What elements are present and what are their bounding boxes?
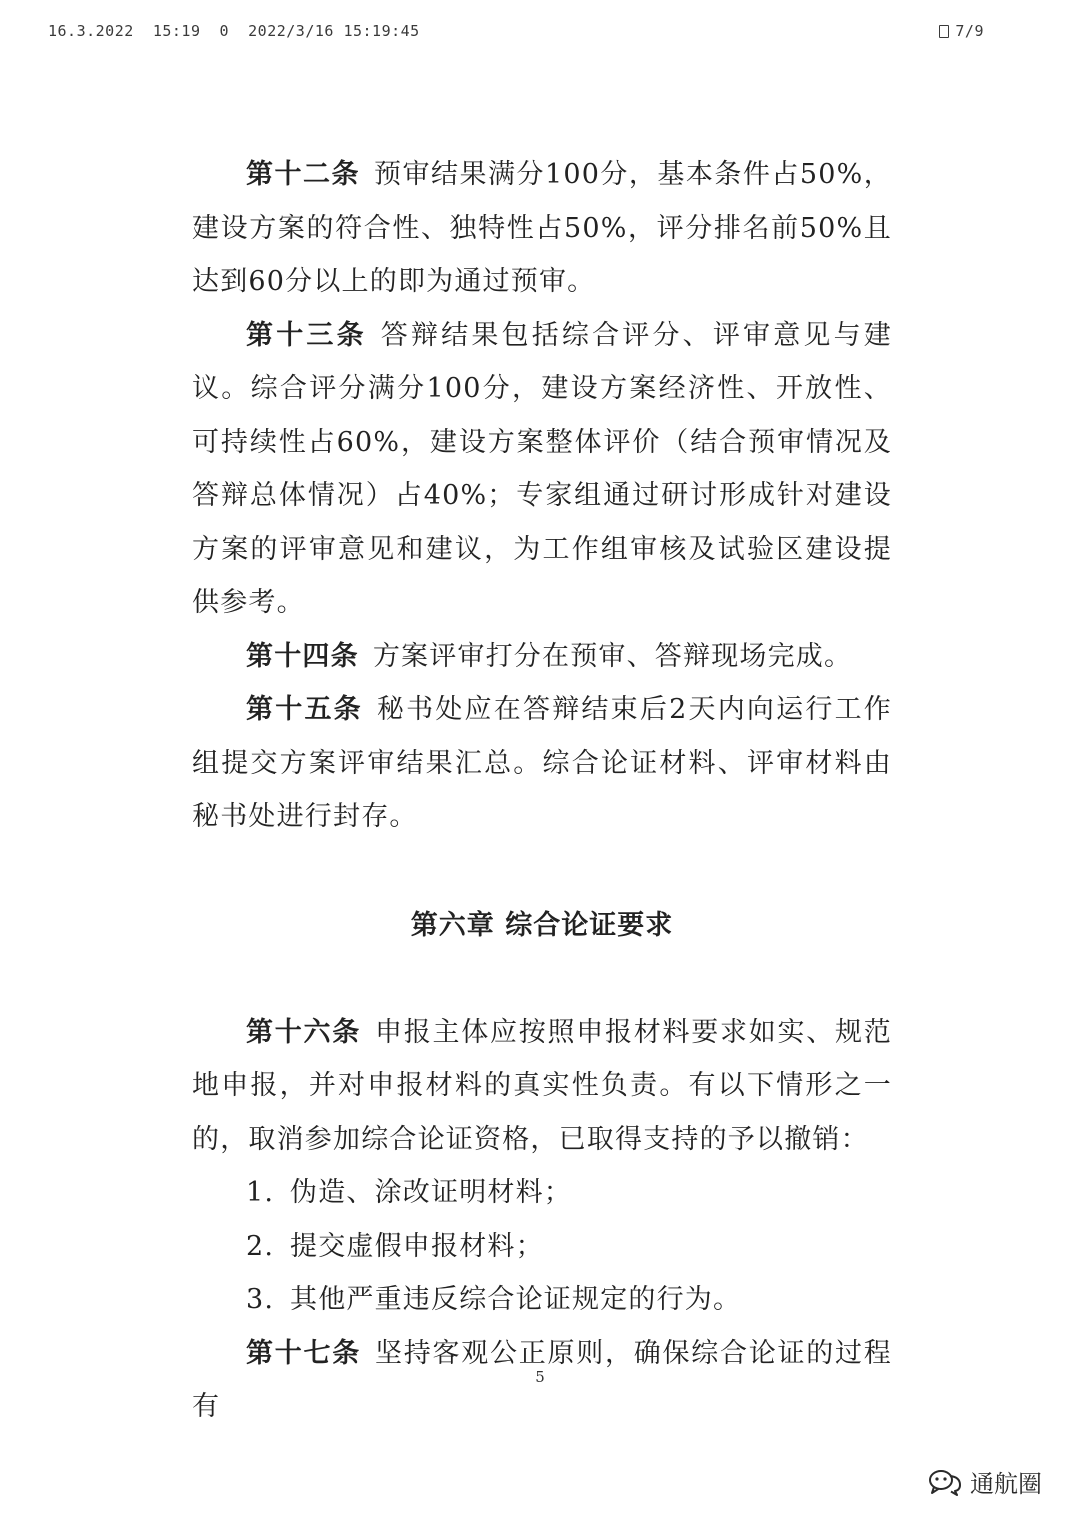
article-14-text: 方案评审打分在预审、答辩现场完成。 xyxy=(372,640,853,672)
article-12-text: 预审结果满分100分，基本条件占50%，建设方案的符合性、独特性占50%，评分排名前50%且达到60分以上的即为通过预审。 xyxy=(192,159,892,297)
article-17-heading: 第十七条 xyxy=(246,1337,362,1369)
article-12-heading: 第十二条 xyxy=(246,159,360,190)
list-item-number: 2. xyxy=(246,1230,275,1262)
spacer xyxy=(192,844,892,898)
article-16-text: 申报主体应按照申报材料要求如实、规范地申报，并对申报材料的真实性负责。有以下情形之一的，取消参加综合论证资格，已取得支持的予以撤销： xyxy=(192,1016,892,1155)
article-13-heading: 第十三条 xyxy=(246,319,367,351)
watermark xyxy=(928,1464,1042,1499)
article-14 xyxy=(192,630,892,684)
list-item xyxy=(192,1166,892,1220)
page-number: 5 xyxy=(535,1368,545,1386)
wechat-channel-icon xyxy=(928,1468,962,1496)
chapter-title: 第六章 综合论证要求 xyxy=(410,909,674,941)
article-16 xyxy=(192,1006,892,1167)
watermark-text: 通航圈 xyxy=(970,1470,1042,1498)
article-14-heading: 第十四条 xyxy=(246,640,359,672)
spacer xyxy=(192,954,892,1006)
article-15 xyxy=(192,683,892,844)
article-13-text: 答辩结果包括综合评分、评审意见与建议。综合评分满分100分，建设方案经济性、开放性、可持续性占60%，建设方案整体评价（结合预审情况及答辩总体情况）占40%；专家组通过研讨形成针对建设方案的评审意见和建议，为工作组审核及试验区建设提供参考。 xyxy=(192,319,892,618)
list-item-text: 提交虚假申报材料； xyxy=(290,1230,544,1262)
article-15-text: 秘书处应在答辩结束后2天内向运行工作组提交方案评审结果汇总。综合论证材料、评审材料由秘书处进行封存。 xyxy=(192,694,892,832)
fax-header xyxy=(48,22,984,44)
article-15-heading: 第十五条 xyxy=(246,694,363,725)
fax-page-counter xyxy=(939,22,984,40)
fax-page-count: 7/9 xyxy=(955,22,984,40)
page-icon xyxy=(939,25,949,38)
article-12 xyxy=(192,148,892,309)
fax-timestamp: 16.3.2022 15:19 0 2022/3/16 15:19:45 xyxy=(48,22,420,40)
list-item-number: 1. xyxy=(246,1177,275,1208)
list-item-text: 其他严重违反综合论证规定的行为。 xyxy=(290,1284,742,1315)
article-17-text: 坚持客观公正原则，确保综合论证的过程有 xyxy=(192,1337,892,1422)
list-item-number: 3. xyxy=(246,1284,275,1315)
article-13 xyxy=(192,309,892,630)
article-16-heading: 第十六条 xyxy=(246,1016,362,1048)
list-item xyxy=(192,1273,892,1327)
document-body xyxy=(192,148,892,1434)
list-item-text: 伪造、涂改证明材料； xyxy=(290,1177,572,1208)
list-item xyxy=(192,1220,892,1274)
